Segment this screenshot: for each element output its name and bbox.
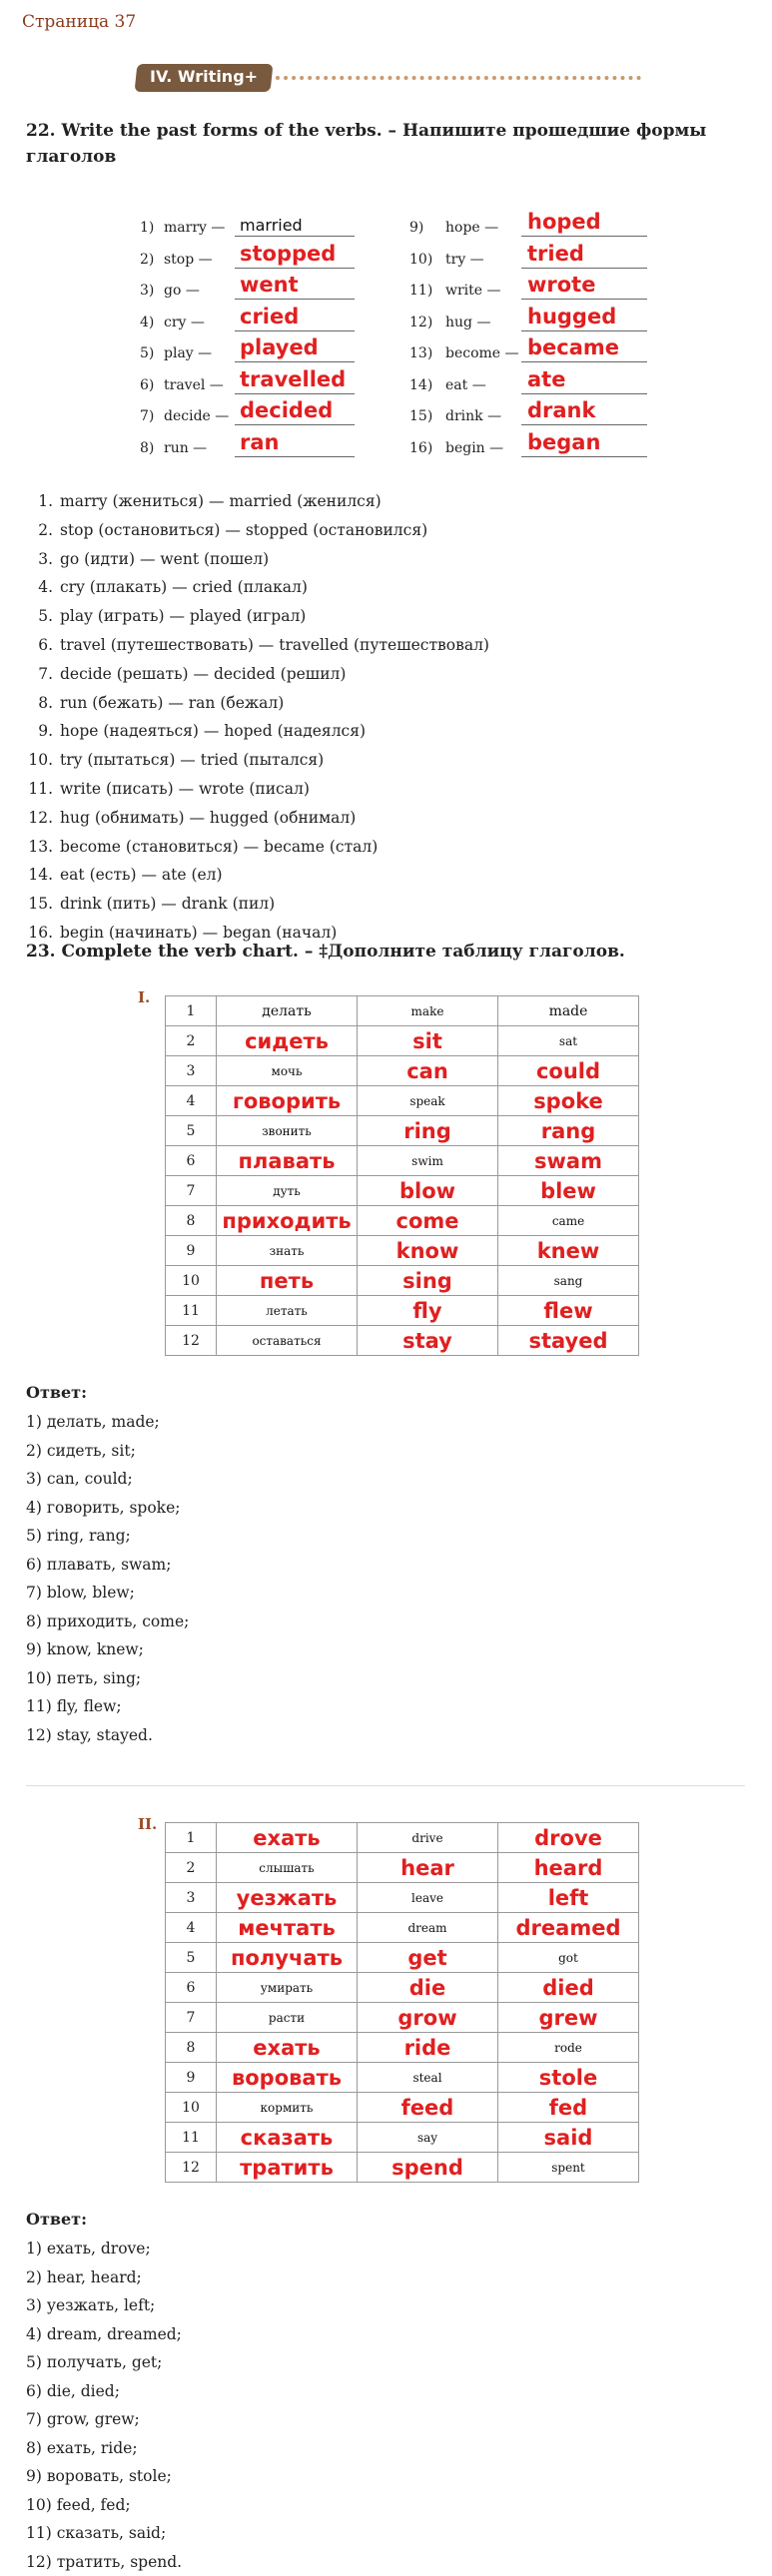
answer-line: 2) сидеть, sit;	[26, 1437, 189, 1466]
answer-underline	[235, 299, 355, 300]
answer-title-part-2: Ответ:	[26, 2210, 87, 2229]
base-verb: decide —	[164, 408, 229, 424]
row-number: 1	[166, 1823, 217, 1853]
table-row	[166, 1823, 639, 1853]
cell-ru: плавать	[217, 1146, 358, 1176]
answer-underline	[235, 330, 355, 331]
answer-underline	[235, 268, 355, 269]
cell-past: fed	[498, 2093, 639, 2123]
past-form-answer: went	[240, 273, 299, 297]
past-form-answer: ran	[240, 430, 279, 454]
row-number: 7	[166, 1176, 217, 1206]
cell-ru: мечтать	[217, 1913, 358, 1943]
cell-past: sat	[498, 1026, 639, 1056]
cell-inf: die	[358, 1973, 498, 2003]
base-verb: hug —	[445, 315, 490, 330]
verb-chart-part-2	[165, 1822, 639, 2183]
table-row	[166, 1296, 639, 1326]
cell-past: grew	[498, 2003, 639, 2033]
item-number: 9)	[409, 220, 423, 236]
base-verb: run —	[164, 440, 207, 456]
table-row	[166, 2153, 639, 2183]
answer-line: 3) уезжать, left;	[26, 2291, 182, 2320]
answer-list-part-1	[26, 1408, 189, 1749]
cell-past: spoke	[498, 1086, 639, 1116]
table-row	[166, 2063, 639, 2093]
exercise-22-answer-list	[30, 487, 489, 948]
answer-list-item: 3. go (идти) — went (пошел)	[58, 545, 489, 574]
answer-underline	[521, 424, 647, 425]
row-number: 12	[166, 2153, 217, 2183]
verb-item	[409, 212, 669, 244]
section-banner	[136, 62, 645, 94]
verb-item	[140, 337, 399, 369]
base-verb: write —	[445, 283, 501, 299]
answer-line: 5) ring, rang;	[26, 1522, 189, 1551]
row-number: 1	[166, 996, 217, 1026]
cell-past: stayed	[498, 1326, 639, 1356]
row-number: 11	[166, 2123, 217, 2153]
cell-ru: получать	[217, 1943, 358, 1973]
row-number: 10	[166, 2093, 217, 2123]
answer-line: 7) grow, grew;	[26, 2405, 182, 2434]
section-divider	[26, 1785, 745, 1786]
verb-item	[140, 275, 399, 307]
cell-ru: умирать	[217, 1973, 358, 2003]
row-number: 5	[166, 1943, 217, 1973]
past-form-answer: wrote	[527, 273, 595, 297]
answer-line: 10) feed, fed;	[26, 2491, 182, 2520]
row-number: 8	[166, 2033, 217, 2063]
cell-inf: swim	[358, 1146, 498, 1176]
base-verb: cry —	[164, 315, 205, 330]
row-number: 4	[166, 1086, 217, 1116]
answer-title-part-1: Ответ:	[26, 1383, 87, 1402]
verb-chart-part-1	[165, 995, 639, 1356]
verb-item	[140, 400, 399, 432]
answer-list-item: 13. become (становиться) — became (стал)	[58, 833, 489, 862]
item-number: 3)	[140, 283, 154, 299]
cell-inf: fly	[358, 1296, 498, 1326]
cell-past: flew	[498, 1296, 639, 1326]
table-row	[166, 1086, 639, 1116]
cell-past: spent	[498, 2153, 639, 2183]
cell-past: came	[498, 1206, 639, 1236]
item-number: 11)	[409, 283, 432, 299]
item-number: 1)	[140, 220, 154, 236]
cell-past: got	[498, 1943, 639, 1973]
cell-inf: sing	[358, 1266, 498, 1296]
cell-inf: get	[358, 1943, 498, 1973]
cell-ru: воровать	[217, 2063, 358, 2093]
row-number: 6	[166, 1973, 217, 2003]
banner-dotted-line	[276, 76, 641, 80]
answer-list-item: 4. cry (плакать) — cried (плакал)	[58, 573, 489, 602]
item-number: 8)	[140, 440, 154, 456]
cell-ru: летать	[217, 1296, 358, 1326]
cell-inf: speak	[358, 1086, 498, 1116]
cell-ru: приходить	[217, 1206, 358, 1236]
item-number: 4)	[140, 315, 154, 330]
cell-inf: spend	[358, 2153, 498, 2183]
row-number: 12	[166, 1326, 217, 1356]
past-form-answer: stopped	[240, 242, 336, 266]
verb-item	[140, 432, 399, 464]
table-row	[166, 2033, 639, 2063]
answer-underline	[235, 393, 355, 394]
verb-item	[409, 337, 669, 369]
cell-ru: оставаться	[217, 1326, 358, 1356]
row-number: 4	[166, 1913, 217, 1943]
banner-label: IV. Writing+	[150, 67, 258, 86]
cell-ru: знать	[217, 1236, 358, 1266]
answer-list-item: 7. decide (решать) — decided (решил)	[58, 660, 489, 689]
item-number: 5)	[140, 345, 154, 361]
table-row	[166, 2003, 639, 2033]
table-row	[166, 1266, 639, 1296]
row-number: 6	[166, 1146, 217, 1176]
table-row	[166, 1056, 639, 1086]
cell-inf: hear	[358, 1853, 498, 1883]
chart-part-1-label: I.	[138, 988, 150, 1006]
item-number: 12)	[409, 315, 432, 330]
cell-inf: leave	[358, 1883, 498, 1913]
answer-line: 4) dream, dreamed;	[26, 2320, 182, 2349]
cell-inf: drive	[358, 1823, 498, 1853]
past-form-answer: cried	[240, 305, 299, 328]
cell-ru: сказать	[217, 2123, 358, 2153]
past-form-answer: travelled	[240, 367, 346, 391]
base-verb: try —	[445, 252, 484, 268]
table-row	[166, 1026, 639, 1056]
cell-past: stole	[498, 2063, 639, 2093]
cell-inf: feed	[358, 2093, 498, 2123]
past-form-answer: decided	[240, 398, 333, 422]
cell-past: dreamed	[498, 1913, 639, 1943]
item-number: 13)	[409, 345, 432, 361]
answer-list-item: 2. stop (остановиться) — stopped (остановился)	[58, 516, 489, 545]
answer-list-item: 12. hug (обнимать) — hugged (обнимал)	[58, 804, 489, 833]
answer-list-item: 5. play (играть) — played (играл)	[58, 602, 489, 631]
cell-past: knew	[498, 1236, 639, 1266]
cell-inf: can	[358, 1056, 498, 1086]
cell-inf: come	[358, 1206, 498, 1236]
answer-line: 8) приходить, come;	[26, 1608, 189, 1636]
row-number: 2	[166, 1853, 217, 1883]
answer-underline	[521, 268, 647, 269]
answer-underline	[521, 299, 647, 300]
base-verb: become —	[445, 345, 519, 361]
row-number: 11	[166, 1296, 217, 1326]
answer-line: 7) blow, blew;	[26, 1579, 189, 1608]
answer-list-item: 10. try (пытаться) — tried (пытался)	[58, 746, 489, 775]
row-number: 9	[166, 2063, 217, 2093]
item-number: 6)	[140, 377, 154, 393]
cell-ru: говорить	[217, 1086, 358, 1116]
answer-list-item: 8. run (бежать) — ran (бежал)	[58, 689, 489, 718]
cell-past: made	[498, 996, 639, 1026]
past-form-answer: began	[527, 430, 600, 454]
cell-past: sang	[498, 1266, 639, 1296]
table-row	[166, 1176, 639, 1206]
verb-item	[140, 244, 399, 276]
cell-inf: sit	[358, 1026, 498, 1056]
cell-ru: кормить	[217, 2093, 358, 2123]
answer-line: 8) ехать, ride;	[26, 2434, 182, 2463]
row-number: 8	[166, 1206, 217, 1236]
row-number: 9	[166, 1236, 217, 1266]
answer-underline	[521, 330, 647, 331]
answer-underline	[521, 393, 647, 394]
verb-item	[409, 244, 669, 276]
cell-ru: мочь	[217, 1056, 358, 1086]
item-number: 2)	[140, 252, 154, 268]
table-row	[166, 2093, 639, 2123]
answer-underline	[235, 236, 355, 237]
cell-ru: ехать	[217, 2033, 358, 2063]
answer-list-item: 1. marry (жениться) — married (женился)	[58, 487, 489, 516]
cell-inf: know	[358, 1236, 498, 1266]
answer-line: 1) ехать, drove;	[26, 2235, 182, 2263]
base-verb: go —	[164, 283, 200, 299]
answer-list-item: 14. eat (есть) — ate (ел)	[58, 861, 489, 890]
cell-inf: ring	[358, 1116, 498, 1146]
cell-ru: тратить	[217, 2153, 358, 2183]
base-verb: play —	[164, 345, 212, 361]
cell-ru: дуть	[217, 1176, 358, 1206]
answer-line: 11) fly, flew;	[26, 1692, 189, 1721]
verb-item	[409, 307, 669, 338]
base-verb: hope —	[445, 220, 498, 236]
verb-item	[140, 369, 399, 401]
answer-line: 9) воровать, stole;	[26, 2462, 182, 2491]
verb-item	[140, 212, 399, 244]
answer-line: 10) петь, sing;	[26, 1664, 189, 1693]
cell-past: left	[498, 1883, 639, 1913]
base-verb: travel —	[164, 377, 224, 393]
past-form-answer: tried	[527, 242, 584, 266]
cell-inf: say	[358, 2123, 498, 2153]
cell-ru: петь	[217, 1266, 358, 1296]
table-row	[166, 1116, 639, 1146]
cell-past: heard	[498, 1853, 639, 1883]
verb-item	[140, 307, 399, 338]
answer-list-item: 11. write (писать) — wrote (писал)	[58, 775, 489, 804]
answer-underline	[521, 361, 647, 362]
past-form-answer: ate	[527, 367, 565, 391]
cell-past: said	[498, 2123, 639, 2153]
cell-past: swam	[498, 1146, 639, 1176]
cell-inf: dream	[358, 1913, 498, 1943]
cell-ru: делать	[217, 996, 358, 1026]
answer-line: 12) stay, stayed.	[26, 1721, 189, 1750]
answer-line: 3) can, could;	[26, 1465, 189, 1494]
item-number: 14)	[409, 377, 432, 393]
answer-list-item: 16. begin (начинать) — began (начал)	[58, 919, 489, 948]
answer-list-part-2	[26, 2235, 182, 2576]
cell-inf: stay	[358, 1326, 498, 1356]
cell-past: drove	[498, 1823, 639, 1853]
answer-underline	[521, 236, 647, 237]
row-number: 2	[166, 1026, 217, 1056]
table-row	[166, 1236, 639, 1266]
row-number: 5	[166, 1116, 217, 1146]
verb-item	[409, 275, 669, 307]
past-form-answer: hoped	[527, 210, 601, 234]
item-number: 15)	[409, 408, 432, 424]
base-verb: begin —	[445, 440, 503, 456]
row-number: 3	[166, 1056, 217, 1086]
answer-list-item: 6. travel (путешествовать) — travelled (путешествовал)	[58, 631, 489, 660]
table-row	[166, 2123, 639, 2153]
table-row	[166, 1853, 639, 1883]
exercise-22-heading: 22. Write the past forms of the verbs. – Напишите прошедшие формы глаголов	[26, 118, 745, 170]
answer-line: 12) тратить, spend.	[26, 2548, 182, 2576]
past-form-answer: drank	[527, 398, 595, 422]
cell-inf: blow	[358, 1176, 498, 1206]
answer-list-item: 15. drink (пить) — drank (пил)	[58, 890, 489, 919]
table-row	[166, 996, 639, 1026]
table-row	[166, 1146, 639, 1176]
answer-line: 5) получать, get;	[26, 2348, 182, 2377]
verb-item	[409, 369, 669, 401]
answer-underline	[235, 361, 355, 362]
table-row	[166, 1326, 639, 1356]
cell-inf: steal	[358, 2063, 498, 2093]
row-number: 10	[166, 1266, 217, 1296]
item-number: 10)	[409, 252, 432, 268]
answer-line: 11) сказать, said;	[26, 2519, 182, 2548]
answer-underline	[235, 456, 355, 457]
answer-line: 4) говорить, spoke;	[26, 1494, 189, 1523]
cell-ru: слышать	[217, 1853, 358, 1883]
cell-ru: расти	[217, 2003, 358, 2033]
answer-line: 9) know, knew;	[26, 1635, 189, 1664]
cell-inf: grow	[358, 2003, 498, 2033]
cell-past: could	[498, 1056, 639, 1086]
item-number: 7)	[140, 408, 154, 424]
base-verb: stop —	[164, 252, 213, 268]
table-row	[166, 1206, 639, 1236]
cell-ru: сидеть	[217, 1026, 358, 1056]
cell-past: blew	[498, 1176, 639, 1206]
cell-past: rode	[498, 2033, 639, 2063]
answer-underline	[521, 456, 647, 457]
cell-inf: make	[358, 996, 498, 1026]
past-form-answer: married	[240, 216, 303, 235]
exercise-23-heading: 23. Complete the verb chart. – ‡Дополните таблицу глаголов.	[26, 939, 745, 965]
cell-ru: звонить	[217, 1116, 358, 1146]
base-verb: eat —	[445, 377, 486, 393]
table-row	[166, 1973, 639, 2003]
page-number: Страница 37	[22, 12, 136, 32]
row-number: 7	[166, 2003, 217, 2033]
cell-past: died	[498, 1973, 639, 2003]
past-form-answer: became	[527, 335, 619, 359]
answer-line: 6) плавать, swam;	[26, 1551, 189, 1580]
chart-part-2-label: II.	[138, 1815, 157, 1833]
answer-line: 1) делать, made;	[26, 1408, 189, 1437]
cell-ru: ехать	[217, 1823, 358, 1853]
verb-item	[409, 432, 669, 464]
cell-ru: уезжать	[217, 1883, 358, 1913]
table-row	[166, 1943, 639, 1973]
base-verb: drink —	[445, 408, 501, 424]
past-form-answer: hugged	[527, 305, 616, 328]
base-verb: marry —	[164, 220, 225, 236]
past-form-answer: played	[240, 335, 319, 359]
cell-inf: ride	[358, 2033, 498, 2063]
table-row	[166, 1883, 639, 1913]
table-row	[166, 1913, 639, 1943]
answer-line: 6) die, died;	[26, 2377, 182, 2406]
answer-list-item: 9. hope (надеяться) — hoped (надеялся)	[58, 717, 489, 746]
cell-past: rang	[498, 1116, 639, 1146]
answer-underline	[235, 424, 355, 425]
item-number: 16)	[409, 440, 432, 456]
verb-item	[409, 400, 669, 432]
answer-line: 2) hear, heard;	[26, 2263, 182, 2292]
row-number: 3	[166, 1883, 217, 1913]
